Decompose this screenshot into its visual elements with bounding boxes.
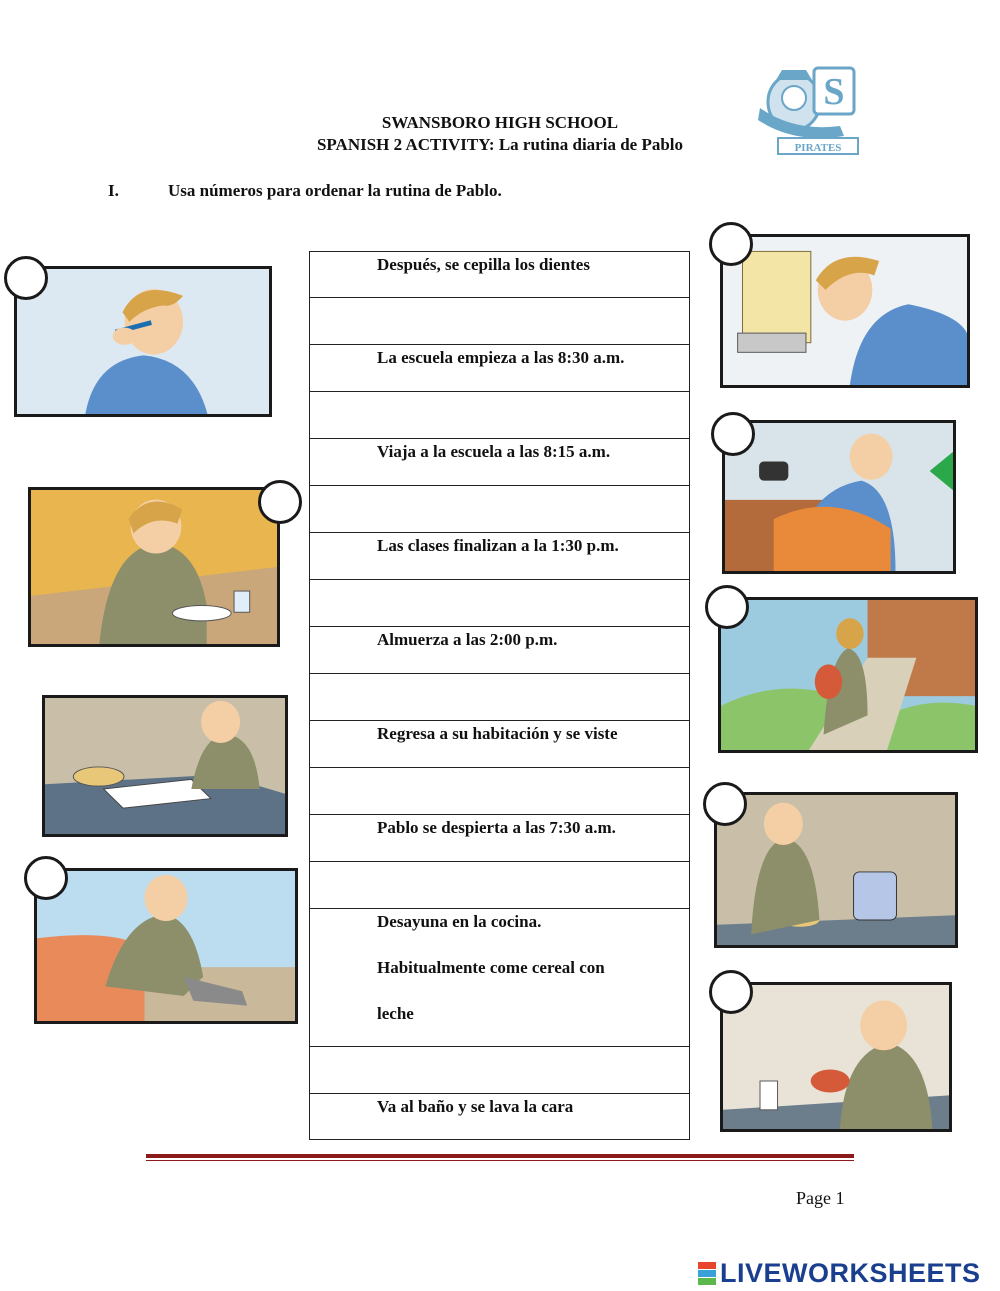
sentence-text: Después, se cepilla los dientes <box>377 255 590 274</box>
getting-dressed-picture[interactable] <box>34 868 298 1024</box>
logo-banner: PIRATES <box>794 142 842 154</box>
waking-up-picture[interactable] <box>722 420 956 574</box>
sentence-text: leche <box>377 1004 414 1023</box>
washing-face-picture[interactable] <box>720 234 970 388</box>
sentence-text: Pablo se despierta a las 7:30 a.m. <box>377 818 616 837</box>
sentence-row <box>310 345 689 392</box>
instruction-text: Usa números para ordenar la rutina de Pablo. <box>168 181 502 200</box>
eating-lunch-picture[interactable] <box>28 487 280 647</box>
school-name: SWANSBORO HIGH SCHOOL <box>381 113 619 132</box>
answer-input[interactable] <box>318 306 662 336</box>
liveworksheets-icon <box>698 1262 716 1285</box>
answer-input[interactable] <box>318 682 662 712</box>
leaving-class-picture[interactable] <box>714 792 958 948</box>
activity-title: SPANISH 2 ACTIVITY: La rutina diaria de Pablo <box>316 135 684 154</box>
logo-letter: S <box>823 71 845 113</box>
sentence-row <box>310 533 689 580</box>
answer-row[interactable] <box>310 768 689 815</box>
answer-input[interactable] <box>318 870 662 900</box>
school-logo <box>754 62 872 158</box>
liveworksheets-brand: LIVEWORKSHEETS <box>720 1258 981 1288</box>
answer-row[interactable] <box>310 580 689 627</box>
sentence-text: Las clases finalizan a la 1:30 p.m. <box>377 536 619 555</box>
answer-input[interactable] <box>318 400 662 430</box>
picture-corner <box>709 970 753 1014</box>
picture-corner <box>711 412 755 456</box>
sentence-row <box>310 439 689 486</box>
sentence-text: Almuerza a las 2:00 p.m. <box>377 630 558 649</box>
sentence-text: Viaja a la escuela a las 8:15 a.m. <box>377 442 611 461</box>
sentence-row <box>310 627 689 674</box>
answer-input[interactable] <box>318 1055 662 1085</box>
sentence-text: La escuela empieza a las 8:30 a.m. <box>377 348 625 367</box>
answer-row[interactable] <box>310 674 689 721</box>
sentence-row <box>310 909 689 1047</box>
sentence-row <box>310 252 689 298</box>
answer-input[interactable] <box>318 494 662 524</box>
answer-row[interactable] <box>310 392 689 439</box>
answer-row[interactable] <box>310 486 689 533</box>
answer-input[interactable] <box>318 776 662 806</box>
sentence-row <box>310 815 689 862</box>
sentence-row <box>310 1094 689 1140</box>
sentence-text: Habitualmente come cereal con <box>377 958 605 977</box>
picture-corner <box>705 585 749 629</box>
sentence-text: Va al baño y se lava la cara <box>377 1097 574 1116</box>
brushing-teeth-picture[interactable] <box>14 266 272 417</box>
liveworksheets-logo <box>698 1258 981 1289</box>
studying-at-desk-picture[interactable] <box>42 695 288 837</box>
page-number: Page 1 <box>796 1188 845 1208</box>
sentence-text: Desayuna en la cocina. <box>377 912 542 931</box>
answer-input[interactable] <box>318 588 662 618</box>
picture-corner <box>703 782 747 826</box>
eating-breakfast-picture[interactable] <box>720 982 952 1132</box>
answer-row[interactable] <box>310 298 689 345</box>
footer-divider-thin <box>146 1160 854 1161</box>
instruction-number: I. <box>108 181 119 200</box>
sentence-text: Regresa a su habitación y se viste <box>377 724 618 743</box>
routine-table <box>309 251 690 1140</box>
picture-corner <box>709 222 753 266</box>
walking-to-school-picture[interactable] <box>718 597 978 753</box>
picture-corner <box>24 856 68 900</box>
picture-corner <box>258 480 302 524</box>
sentence-row <box>310 721 689 768</box>
picture-corner <box>4 256 48 300</box>
footer-divider <box>146 1154 854 1158</box>
answer-row[interactable] <box>310 1047 689 1094</box>
